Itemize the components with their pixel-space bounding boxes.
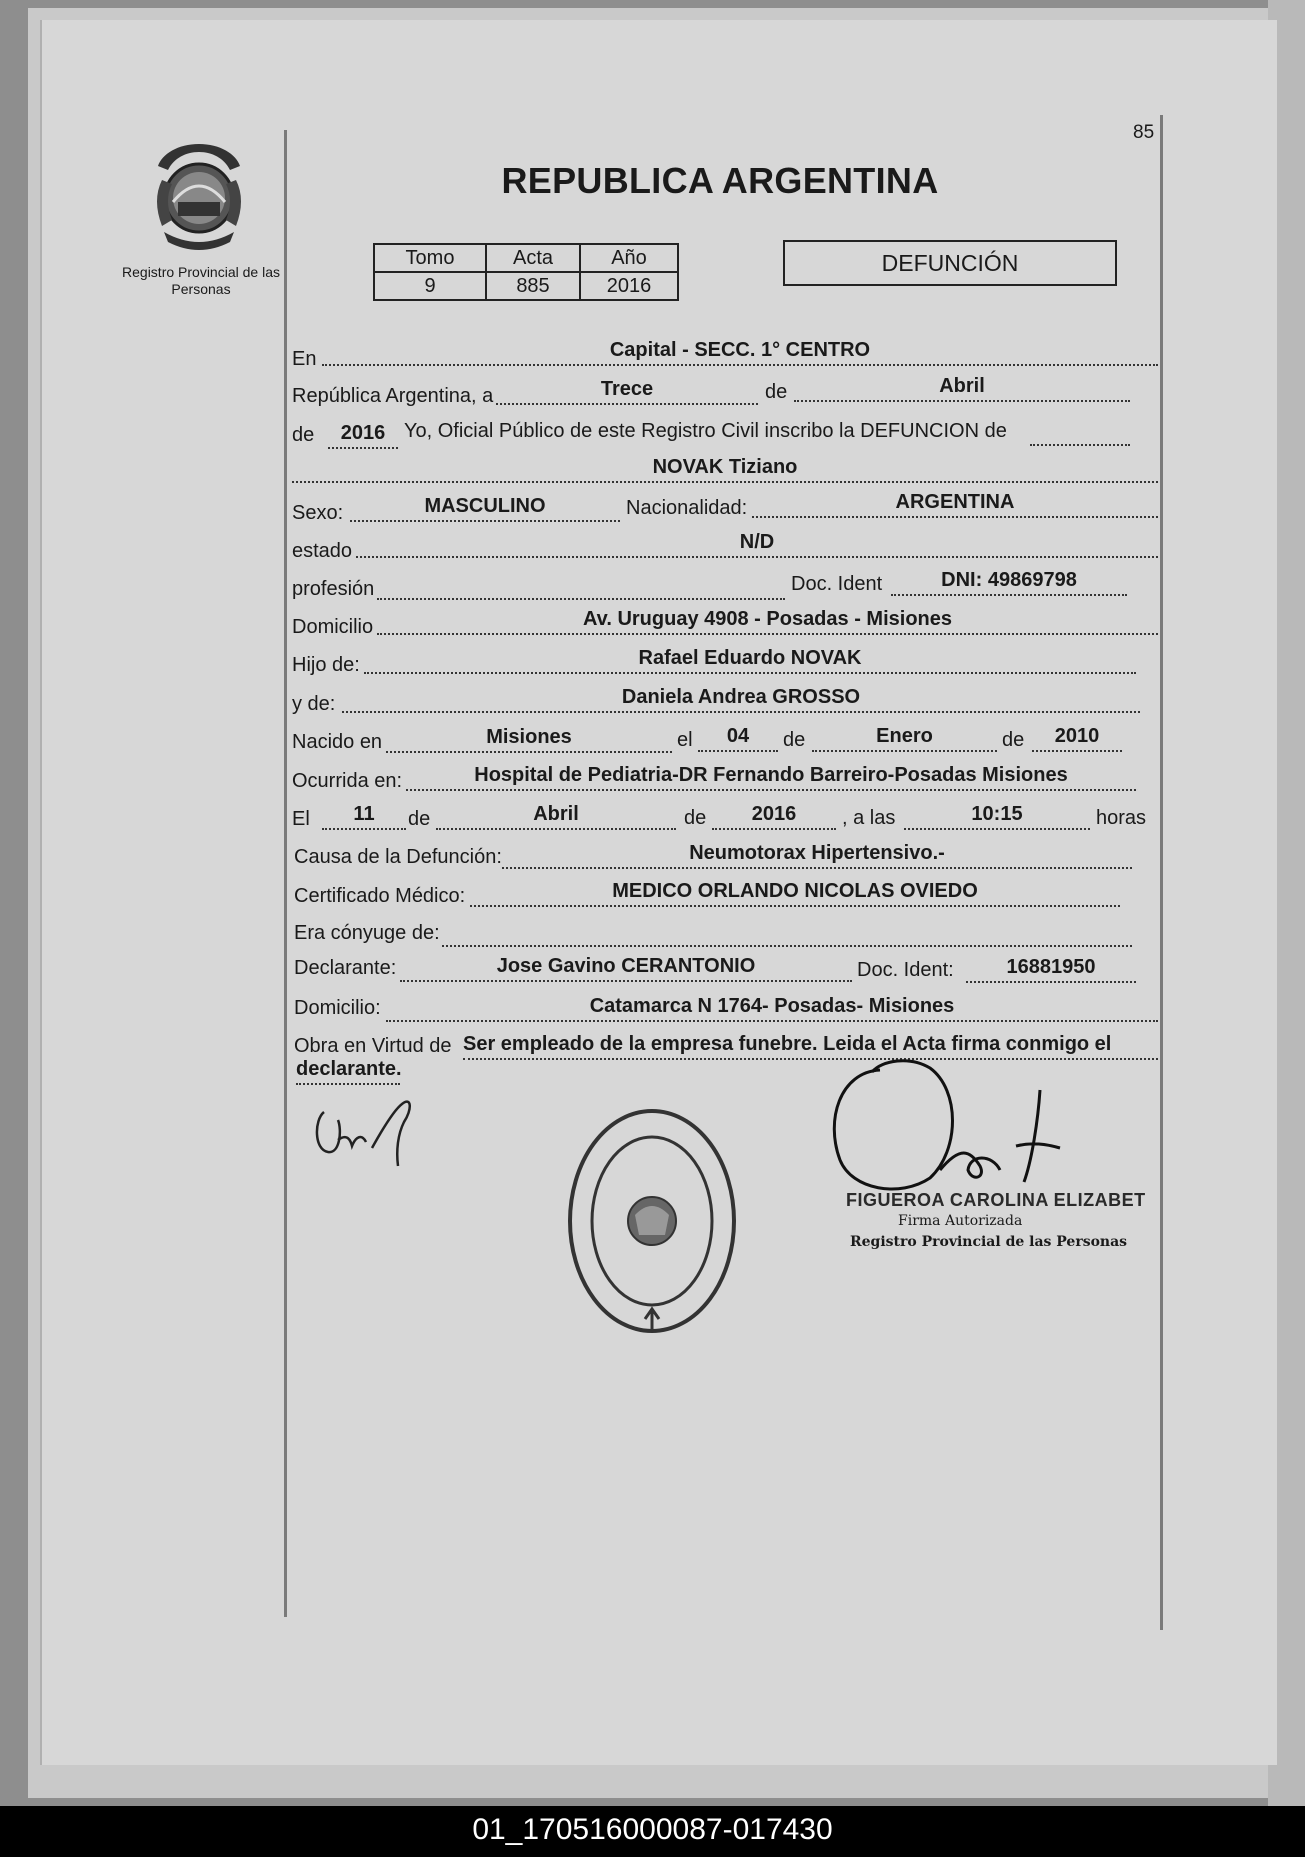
doc-label: Doc. Ident [791, 573, 883, 595]
birth-day-field: 04 [698, 724, 778, 752]
cause-field: Neumotorax Hipertensivo.- [502, 841, 1132, 869]
civil-status-field: N/D [356, 530, 1158, 558]
province-emblem-icon [148, 140, 250, 258]
document-id-field: DNI: 49869798 [891, 568, 1127, 596]
death-place-field: Hospital de Pediatria-DR Fernando Barreiro-Posadas Misiones [406, 763, 1136, 791]
birthplace-field: Misiones [386, 725, 672, 753]
page-number: 85 [1133, 122, 1155, 143]
death-time-field: 10:15 [904, 802, 1090, 830]
en-label: En [292, 348, 317, 370]
birth-month-field: Enero [812, 724, 997, 752]
authorized-signature-icon [820, 1050, 1090, 1200]
registry-name: Registro Provincial de las Personas [122, 264, 280, 297]
mother-field: Daniela Andrea GROSSO [342, 685, 1140, 713]
domicilio2-label: Domicilio: [294, 997, 381, 1019]
declarant-address-field: Catamarca N 1764- Posadas- Misiones [386, 994, 1158, 1022]
sex-field: MASCULINO [350, 494, 620, 522]
hijo-label: Hijo de: [292, 654, 360, 676]
spouse-field [442, 919, 1132, 947]
ano-value: 2016 [580, 272, 678, 300]
month-field: Abril [794, 374, 1130, 402]
right-margin-line [1160, 115, 1163, 1630]
declarant-field: Jose Gavino CERANTONIO [400, 954, 852, 982]
signatory-name: FIGUEROA CAROLINA ELIZABET [846, 1190, 1146, 1210]
record-type-box: DEFUNCIÓN [783, 240, 1117, 286]
tomo-header: Tomo [374, 244, 486, 272]
horas-label: horas [1096, 807, 1147, 829]
document-title: REPUBLICA ARGENTINA [501, 160, 939, 201]
death-year-field: 2016 [712, 802, 836, 830]
ano-header: Año [580, 244, 678, 272]
obra-field-line2: declarante. [296, 1057, 400, 1085]
signatory-office: Registro Provincial de las Personas [850, 1234, 1128, 1250]
deceased-name-field: NOVAK Tiziano [292, 455, 1158, 483]
left-margin-line [284, 130, 287, 1617]
intro-text: Yo, Oficial Público de este Registro Civil inscribo la DEFUNCION de [404, 420, 1007, 442]
registry-stamp-icon [565, 1105, 740, 1337]
birth-de2-label: de [1002, 729, 1025, 751]
acta-value: 885 [486, 272, 580, 300]
image-caption: 01_170516000087-017430 [472, 1813, 833, 1846]
official-initials-signature-icon [312, 1090, 432, 1170]
profesion-label: profesión [292, 578, 375, 600]
father-field: Rafael Eduardo NOVAK [364, 646, 1136, 674]
place-field: Capital - SECC. 1° CENTRO [322, 338, 1158, 366]
domicilio-label: Domicilio [292, 616, 374, 638]
day-field: Trece [496, 377, 758, 405]
year-field: 2016 [328, 421, 398, 449]
birth-de-label: de [783, 729, 806, 751]
causa-label: Causa de la Defunción: [294, 846, 502, 868]
nacido-label: Nacido en [292, 731, 383, 753]
certificate-field: MEDICO ORLANDO NICOLAS OVIEDO [470, 879, 1120, 907]
obra-field-line1: Ser empleado de la empresa funebre. Leida el Acta firma conmigo el [463, 1032, 1158, 1060]
declarante-label: Declarante: [294, 957, 397, 979]
a-las-label: , a las [842, 807, 896, 829]
signatory-role: Firma Autorizada [898, 1213, 1023, 1229]
death-day-field: 11 [322, 802, 406, 830]
de-year-label: de [292, 424, 315, 446]
death-de2-label: de [684, 807, 707, 829]
acta-header: Acta [486, 244, 580, 272]
profession-field [377, 572, 785, 600]
y-de-label: y de: [292, 693, 336, 715]
death-de-label: de [408, 808, 431, 830]
doc2-label: Doc. Ident: [857, 959, 954, 981]
conyuge-label: Era cónyuge de: [294, 922, 440, 944]
intro-blank-field [1030, 418, 1130, 446]
ocurrida-label: Ocurrida en: [292, 770, 403, 792]
certificado-label: Certificado Médico: [294, 885, 466, 907]
de-label: de [765, 381, 788, 403]
address-field: Av. Uruguay 4908 - Posadas - Misiones [377, 607, 1158, 635]
estado-label: estado [292, 540, 353, 562]
record-reference-table [373, 243, 679, 301]
nacionalidad-label: Nacionalidad: [626, 497, 748, 519]
death-month-field: Abril [436, 802, 676, 830]
obra-label: Obra en Virtud de [294, 1035, 452, 1057]
sexo-label: Sexo: [292, 502, 344, 524]
declarant-doc-field: 16881950 [966, 955, 1136, 983]
tomo-value: 9 [374, 272, 486, 300]
nationality-field: ARGENTINA [752, 490, 1158, 518]
el-label: el [677, 729, 693, 751]
republica-label: República Argentina, a [292, 385, 494, 407]
birth-year-field: 2010 [1032, 724, 1122, 752]
el2-label: El [292, 808, 310, 830]
